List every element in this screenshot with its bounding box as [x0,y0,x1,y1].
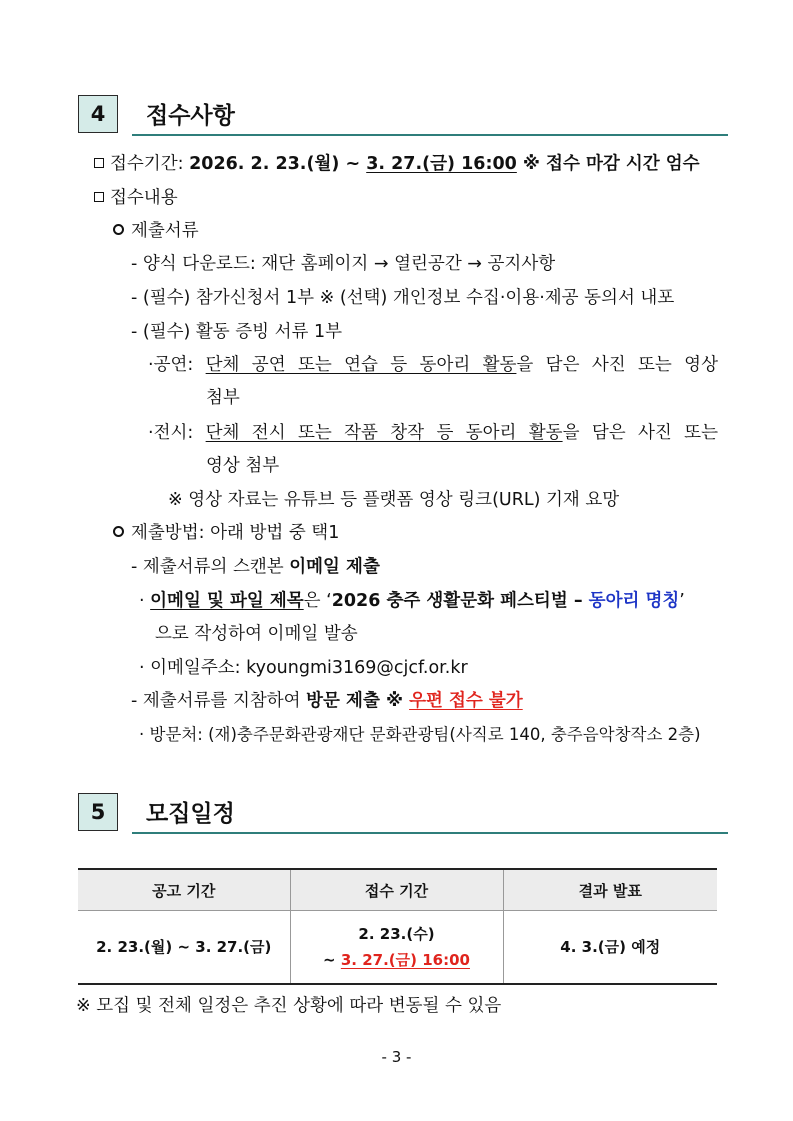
visit-place: · 방문처: (재)충주문화관광재단 문화관광팀(사직로 140, 충주음악창작소 2층) [139,725,701,744]
header-receive: 접수 기간 [290,869,503,911]
section-number: 4 [78,95,118,133]
page-number: - 3 - [381,1048,412,1066]
section-title: 접수사항 [146,103,235,129]
email-address: · 이메일주소: kyoungmi3169@cjcf.or.kr [139,658,468,678]
cell-receive: 2. 23.(수) ~ 3. 27.(금) 16:00 [290,911,503,985]
section-5-header [78,793,728,833]
section-number: 5 [78,793,118,831]
table-header-row [78,869,717,911]
schedule-table [78,868,717,985]
section-divider [132,832,728,834]
receive-deadline: 3. 27.(금) 16:00 [340,951,470,969]
method-email-line: - 제출서류의 스캔본 이메일 제출 [131,557,380,577]
circle-bullet-icon [113,224,124,235]
section-divider [132,134,728,136]
section-title: 모집일정 [146,801,235,827]
deadline: 3. 27.(금) 16:00 [366,154,517,174]
header-announce: 공고 기간 [78,869,290,911]
table-row [78,911,717,985]
email-title-line: · 이메일 및 파일 제목은 ‘2026 충주 생활문화 페스티벌 – 동아리 명칭’ [139,591,685,611]
circle-bullet-icon [113,526,124,537]
doc-required2-line: - (필수) 활동 증빙 서류 1부 [131,322,343,342]
doc-form-line: - 양식 다운로드: 재단 홈페이지 → 열린공간 → 공지사항 [131,254,556,274]
performance-line: ·공연: 단체 공연 또는 연습 등 동아리 활동을 담은 사진 또는 영상 [148,355,718,375]
exhibition-line: ·전시: 단체 전시 또는 작품 창작 등 동아리 활동을 담은 사진 또는 [148,423,718,443]
doc-required1-line: - (필수) 참가신청서 1부 ※ (선택) 개인정보 수집·이용·제공 동의서 내포 [131,288,675,308]
content-line: 접수내용 [94,186,178,210]
video-note: ※ 영상 자료는 유튜브 등 플랫폼 영상 링크(URL) 기재 요망 [168,490,620,510]
method-heading: 제출방법: 아래 방법 중 택1 [113,521,339,545]
schedule-note: ※ 모집 및 전체 일정은 추진 상황에 따라 변동될 수 있음 [76,996,502,1016]
square-bullet-icon [94,158,104,168]
cell-announce: 2. 23.(월) ~ 3. 27.(금) [78,911,290,985]
square-bullet-icon [94,192,104,202]
cell-result: 4. 3.(금) 예정 [503,911,717,985]
exhibition-cont: 영상 첨부 [206,456,280,476]
email-title-cont: 으로 작성하여 이메일 발송 [155,624,358,644]
documents-heading: 제출서류 [113,219,199,243]
performance-cont: 첨부 [206,388,240,408]
section-4-header [78,95,728,135]
method-visit-line: - 제출서류를 지참하여 방문 제출 ※ 우편 접수 불가 [131,691,523,711]
header-result: 결과 발표 [503,869,717,911]
period-line: 접수기간: 2026. 2. 23.(월) ~ 3. 27.(금) 16:00 ※ 접수 마감 시간 엄수 [94,152,718,176]
